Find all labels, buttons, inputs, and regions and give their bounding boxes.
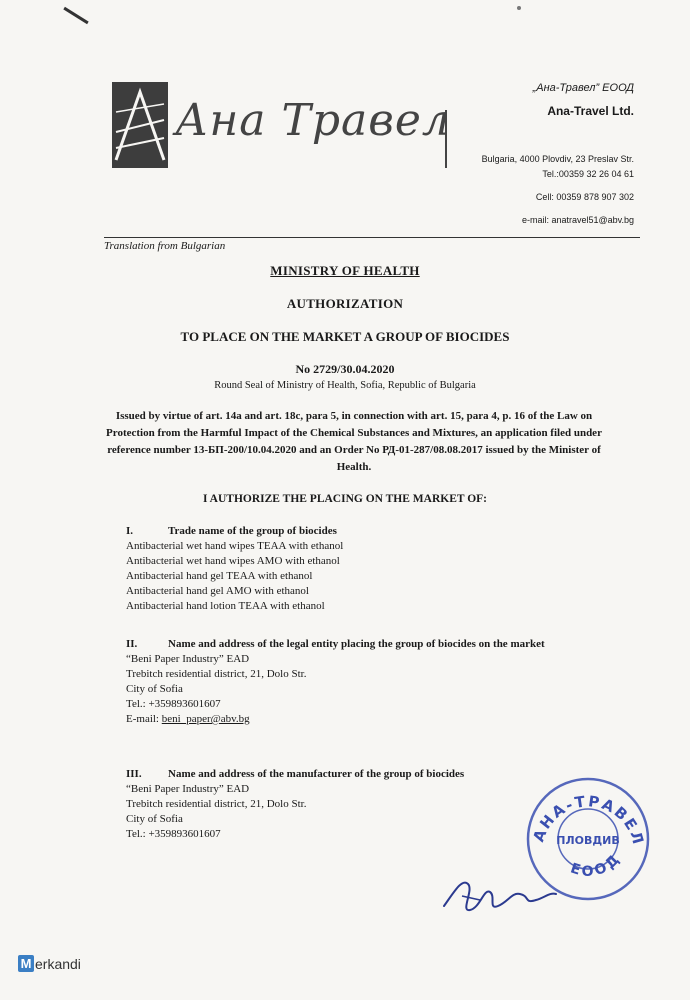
stamp-center-text: ПЛОВДИВ: [556, 834, 620, 847]
email-link[interactable]: beni_paper@abv.bg: [161, 713, 250, 725]
email-line: [126, 712, 606, 727]
authorization-number: No 2729/30.04.2020: [295, 362, 395, 376]
list-item: Antibacterial wet hand wipes AMO with ethanol: [126, 555, 340, 567]
heading-place-on-market: TO PLACE ON THE MARKET A GROUP OF BIOCIDES: [180, 329, 510, 344]
list-item: “Beni Paper Industry” EAD: [126, 653, 250, 665]
list-item: Antibacterial hand gel TEAA with ethanol: [126, 570, 313, 582]
signature: [440, 862, 560, 922]
translation-note: Translation from Bulgarian: [104, 240, 226, 252]
list-item: Antibacterial wet hand wipes TEAA with ethanol: [126, 540, 344, 552]
issued-paragraph: Issued by virtue of art. 14a and art. 18c, para 5, in connection with art. 15, para 4, p. 16 of the Law on Protection from the Harmful Impact of the Chemical Substances and Mixtures, an application filed under reference number 13-БП-200/10.04.2020 and an Order No РД-01-287/08.08.2017 issued by the Minister of Health.: [106, 410, 602, 473]
section-number: I.: [126, 525, 134, 537]
company-email: e-mail: anatravel51@abv.bg: [521, 215, 634, 225]
section-title: Trade name of the group of biocides: [168, 525, 337, 537]
stamp-top-text: АНА-ТРАВЕЛ: [529, 792, 648, 848]
company-name-en: Ana-Travel Ltd.: [547, 104, 634, 118]
company-address: Bulgaria, 4000 Plovdiv, 23 Preslav Str.: [481, 154, 634, 164]
logo-wordmark: Ана Травел: [175, 95, 451, 146]
section-number: II.: [126, 638, 138, 650]
heading-authorization: AUTHORIZATION: [286, 296, 404, 311]
pen-mark: [63, 7, 88, 24]
header-divider: [104, 237, 640, 238]
list-item: “Beni Paper Industry” EAD: [126, 783, 250, 795]
section-number: III.: [126, 768, 142, 780]
company-tel: Tel.:00359 32 26 04 61: [542, 169, 634, 179]
section-trade-names: [126, 524, 606, 614]
stamp-bottom-text: ЕООД: [568, 850, 625, 881]
svg-text:ЕООД: [568, 850, 624, 880]
list-item: Trebitch residential district, 21, Dolo Str.: [126, 668, 307, 680]
list-item: Antibacterial hand lotion TEAA with ethanol: [126, 600, 325, 612]
seal-note: Round Seal of Ministry of Health, Sofia, Republic of Bulgaria: [214, 380, 476, 391]
list-item: Tel.: +359893601607: [126, 698, 221, 710]
email-label: E-mail:: [126, 713, 162, 725]
list-item: City of Sofia: [126, 683, 183, 695]
company-cell: Cell: 00359 878 907 302: [535, 192, 634, 202]
watermark-logo-icon: M: [18, 955, 34, 972]
list-item: City of Sofia: [126, 813, 183, 825]
merkandi-watermark: [18, 955, 81, 972]
list-item: Trebitch residential district, 21, Dolo Str.: [126, 798, 307, 810]
watermark-text: erkandi: [35, 955, 81, 972]
list-item: Tel.: +359893601607: [126, 828, 221, 840]
section-legal-entity: [126, 637, 606, 727]
list-item: Antibacterial hand gel AMO with ethanol: [126, 585, 309, 597]
section-title: Name and address of the legal entity placing the group of biocides on the market: [168, 638, 545, 650]
heading-authorize: I AUTHORIZE THE PLACING ON THE MARKET OF:: [202, 493, 488, 505]
speck: [517, 6, 521, 10]
heading-ministry: MINISTRY OF HEALTH: [270, 263, 420, 278]
company-name-bg: „Ана-Травел” ЕООД: [532, 82, 634, 94]
section-title: Name and address of the manufacturer of the group of biocides: [168, 768, 465, 780]
